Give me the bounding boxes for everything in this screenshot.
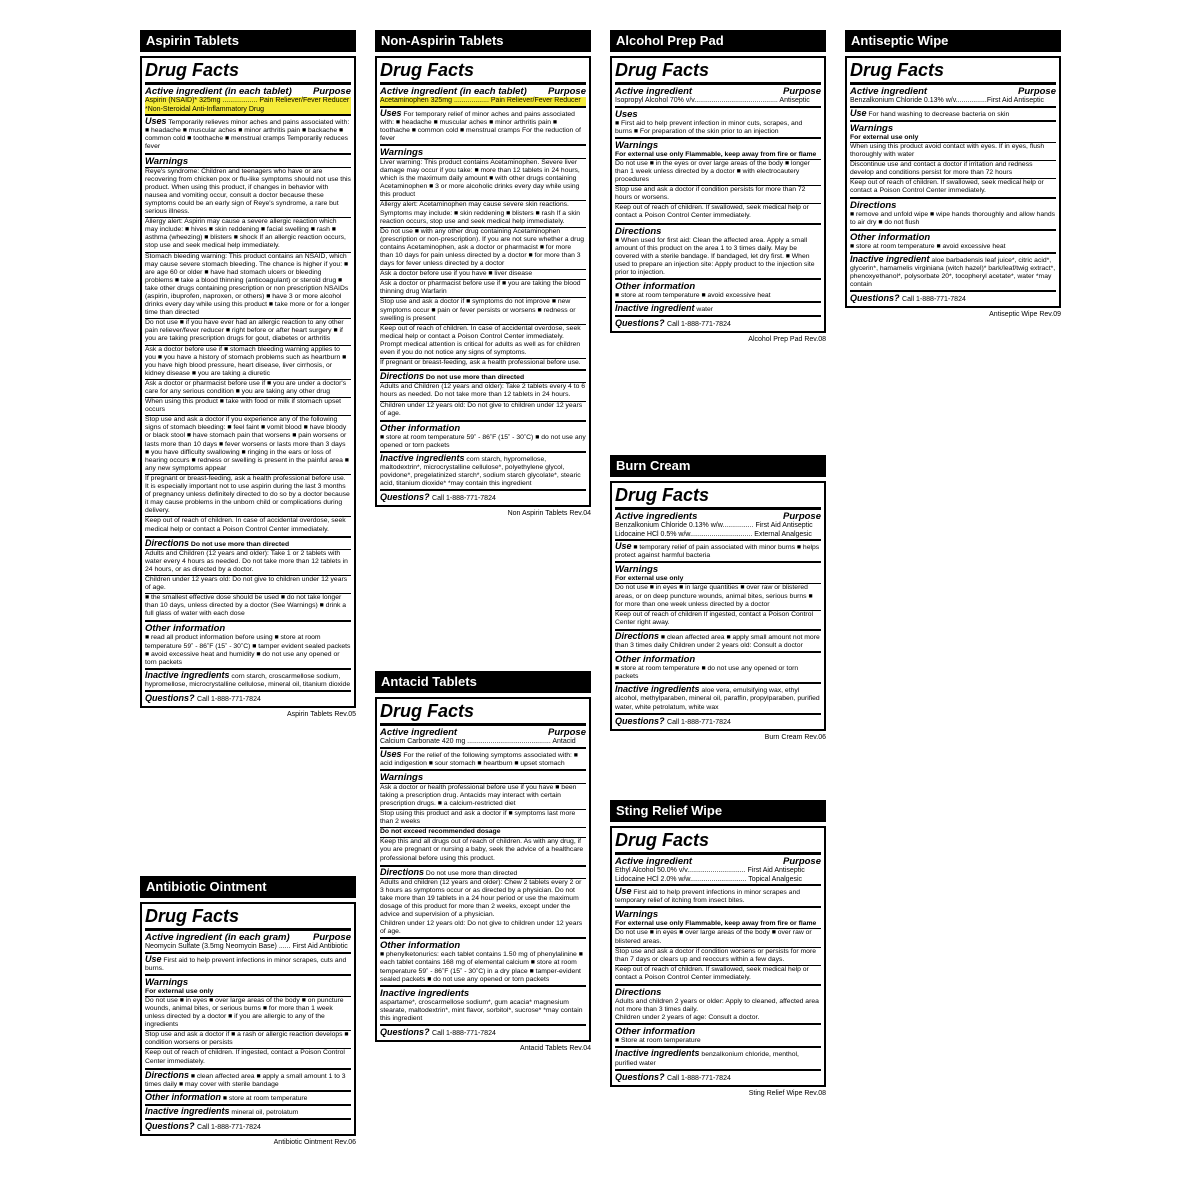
- antiseptic-wipe-card: [845, 30, 1061, 320]
- alcohol-prep-pad-card: [610, 30, 826, 345]
- active-ingredient: Calcium Carbonate 420 mg ........................................... Antacid: [380, 738, 576, 745]
- inactive-section: Inactive ingredients aspartame*, croscarmellose sodium*, gum acacia* magnesium stearate, maltodextrin*, mint flavor, sorbitol*, sucrose* *may contain this ingredient: [380, 985, 586, 1024]
- revision-label: Sting Relief Wipe Rev.08: [748, 1089, 826, 1097]
- warnings-section: Warnings For external use only When using this product avoid contact with eyes. If in eyes, flush thoroughly with water Discontinue use and contact a doctor if irritation and redness develop and conditions persist for more than 72 hours Keep out of reach of children. If swallowed, seek medical help or contact a Poison Control Center immediately.: [850, 120, 1056, 198]
- uses-section: Use For hand washing to decrease bacteria on skin: [850, 106, 1056, 120]
- card-title: Antiseptic Wipe: [845, 30, 1061, 52]
- drug-facts-title: Drug Facts: [615, 60, 821, 85]
- drug-facts-title: Drug Facts: [615, 485, 821, 510]
- card-title: Antibiotic Ointment: [140, 876, 356, 898]
- active-ingredient: Benzalkonium Chloride 0.13% w/v................First Aid Antiseptic: [850, 97, 1045, 104]
- uses-section: Uses ■ First aid to help prevent infection in minor cuts, scrapes, and burns ■ For preparation of the skin prior to an injection: [615, 106, 821, 137]
- active-ingredient: Isopropyl Alcohol 70% v/v........................................... Antiseptic: [615, 97, 810, 104]
- uses-section: Use First aid to help prevent infections in minor scrapes, cuts and burns.: [145, 952, 351, 974]
- directions-section: Directions Do not use more than directed Adults and Children (12 years and older): Take 1 or 2 tablets with water every 4 hours as needed. Do not take more than 12 tablets in 24 hours, or as directed by a doctor. Children under 12 years old: Do not give to children under 12 years of age. ■ the smallest effective dose should be used ■ do not take longer than 10 days, unless directed by a doctor (See Warnings) ■ drink a full glass of water with each dose: [145, 536, 351, 621]
- antacid-tablets-card: [375, 671, 591, 1054]
- questions: Questions? Call 1-888-771-7824: [380, 489, 586, 504]
- drug-facts-panel: [140, 902, 356, 1136]
- card-title: Antacid Tablets: [375, 671, 591, 693]
- questions: Questions? Call 1-888-771-7824: [850, 290, 1056, 305]
- questions: Questions? Call 1-888-771-7824: [380, 1024, 586, 1039]
- warnings-section: Warnings Reye's syndrome: Children and teenagers who have or are recovering from chicken pox or flu-like symptoms should not use this product. When using this product, if changes in behavior with nausea and vomiting occur, consult a doctor because these symptoms could be an early sign of Reye's syndrome, a rare but serious illness. Allergy alert: Aspirin may cause a severe allergic reaction which may include: ■ hives ■ skin reddening ■ facial swelling ■ rash ■ asthma (wheezing) ■ blisters ■ shock If an allergic reaction occurs, stop use and seek medical help immediately. Stomach bleeding warning: This product contains an NSAID, which may cause severe stomach bleeding. The chance is higher if you: ■ are age 60 or older ■ have had stomach ulcers or bleeding problems ■ take a blood thinning (anticoagulant) or steroid drug ■ take other drugs containing prescription or non prescription NSAIDs (aspirin, ibuprofen, naproxen, or others) ■ have 3 or more alcohol drinks every day while using this product ■ take more or for a longer time than directed Do not use ■ if you have ever had an allergic reaction to any other pain reliever/fever reducer ■ right before or after heart surgery ■ if you are taking prescription drugs for gout, diabetes or arthritis Ask a doctor before use if ■ stomach bleeding warning applies to you ■ you have a history of stomach problems such as heartburn ■ you have high blood pressure, heart disease, liver cirrhosis, or kidney disease ■ you are taking a diuretic Ask a doctor or pharmacist before use if ■ you are under a doctor's care for any serious condition ■ you are taking any other drug When using this product ■ take with food or milk if stomach upset occurs Stop use and ask a doctor if you experience any of the following signs of stomach bleeding: ■ feel faint ■ vomit blood ■ have bloody or black stool ■ have stomach pain that worsens ■ pain worsens or lasts more than 10 days ■ fever worsens or lasts more than 3 days ■ you have difficulty swallowing ■ ringing in the ears or loss of hearing occurs ■ redness or swelling is present in the painful area ■ any new symptoms appear If pregnant or breast-feeding, ask a health professional before use. It is especially important not to use aspirin during the last 3 months of pregnancy unless definitely directed to do so by a doctor because it may cause problems in the unborn child or complications during delivery. Keep out of reach of children. In case of accidental overdose, seek medical help or contact a Poison Control Center immediately.: [145, 153, 351, 536]
- antibiotic-ointment-card: [140, 876, 356, 1148]
- directions-section: Directions Adults and children 2 years or older: Apply to cleaned, affected area not more than 3 times daily. Children under 2 years of age: Consult a doctor.: [615, 984, 821, 1023]
- active-header: Active ingredient (in each tablet) Purpose: [145, 86, 351, 97]
- other-info-section: Other information ■ store at room temperature ■ do not use any opened or torn packets: [615, 651, 821, 682]
- uses-section: Use ■ temporary relief of pain associated with minor burns ■ helps protect against harmful bacteria: [615, 539, 821, 561]
- revision-label: Antacid Tablets Rev.04: [520, 1045, 591, 1053]
- non-aspirin-tablets-card: [375, 30, 591, 519]
- warnings-section: Warnings Liver warning: This product contains Acetaminophen. Severe liver damage may occur if you take: ■ more than 12 tablets in 24 hours, which is the maximum daily amount ■ with other drugs containing Acetaminophen ■ 3 or more alcoholic drinks every day while using this product Allergy alert: Acetaminophen may cause severe skin reactions. Symptoms may include: ■ skin reddening ■ blisters ■ rash If a skin reaction occurs, stop use and seek medical help immediately. Do not use ■ with any other drug containing Acetaminophen (prescription or non-prescription). If you are not sure whether a drug contains Acetaminophen, ask a doctor or pharmacist ■ for more than 10 days for pain unless directed by a doctor ■ for more than 3 days for fever unless directed by a doctor Ask a doctor before use if you have ■ liver disease Ask a doctor or pharmacist before use if ■ you are taking the blood thinning drug Warfarin Stop use and ask a doctor if ■ symptoms do not improve ■ new symptoms occur ■ pain or fever persists or worsens ■ redness or swelling is present Keep out of reach of children. In case of accidental overdose, seek medical help or contact a Poison Control Center immediately. Prompt medical attention is critical for adults as well as for children even if you do not notice any signs of symptoms. If pregnant or breast-feeding, ask a health professional before use.: [380, 144, 586, 369]
- other-info-section: Other information ■ store at room temperature: [145, 1090, 351, 1104]
- card-title: Alcohol Prep Pad: [610, 30, 826, 52]
- warnings-section: Warnings For external use only Do not use ■ in eyes ■ over large areas of the body ■ on puncture wounds, animal bites, or serious burns ■ for more than 1 week unless directed by a doctor ■ if you are allergic to any of the ingredients Stop use and ask a doctor if ■ a rash or allergic reaction develops ■ condition worsens or persists Keep out of reach of children. If ingested, contact a Poison Control Center immediately.: [145, 974, 351, 1068]
- aspirin-tablets-card: [140, 30, 356, 720]
- directions-section: Directions Do not use more than directed Adults and Children (12 years and older): Take 2 tablets every 4 to 6 hours as needed. Do not take more than 12 tablets in 24 hours. Children under 12 years old: Do not give to children under 12 years of age.: [380, 369, 586, 419]
- active-ingredient: Acetaminophen 325mg .................. Pain Reliever/Fever Reducer: [380, 97, 586, 106]
- drug-facts-title: Drug Facts: [850, 60, 1056, 85]
- other-info-section: Other information ■ store at room temperature ■ avoid excessive heat: [850, 229, 1056, 252]
- drug-facts-panel: [140, 56, 356, 708]
- drug-facts-title: Drug Facts: [145, 60, 351, 85]
- warnings-section: Warnings For external use only Flammable, keep away from fire or flame Do not use ■ in eyes ■ over large areas of the body ■ over raw or blistered areas. Stop use and ask a doctor if condition worsens or persists for more than 7 days or clears up and reoccurs within a few days. Keep out of reach of children. If swallowed, seek medical help or contact a Poison Control Center immediately.: [615, 906, 821, 984]
- directions-section: Directions Do not use more than directed Adults and children (12 years and older): Chew 2 tablets every 2 or 3 hours as symptoms occur or as directed by a physician. Do not take more than 19 tablets in a 24 hour period or use the maximum dosage of this product for more than 2 weeks, except under the advice and supervision of a physician. Children under 12 years old: Do not give to children under 12 years of age.: [380, 865, 586, 938]
- uses-section: Uses For the relief of the following symptoms associated with: ■ acid indigestion ■ sour stomach ■ heartburn ■ upset stomach: [380, 747, 586, 769]
- active-header: Active ingredient (in each gram) Purpose: [145, 932, 351, 943]
- inactive-section: Inactive ingredient aloe barbadensis leaf juice*, citric acid*, glycerin*, hamamelis virginiana (witch hazel)* bark/leaf/twig extract*, phenoxyethanol*, polysorbate 20*, tocopheryl acetate*, water *may contain: [850, 252, 1056, 290]
- revision-label: Alcohol Prep Pad Rev.08: [748, 336, 826, 344]
- active-header: Active ingredient Purpose: [615, 86, 821, 97]
- card-title: Sting Relief Wipe: [610, 800, 826, 822]
- questions: Questions? Call 1-888-771-7824: [145, 1118, 351, 1133]
- active-header: Active ingredient Purpose: [380, 727, 586, 738]
- active-header: Active ingredient (in each tablet) Purpose: [380, 86, 586, 97]
- inactive-section: Inactive ingredients benzalkonium chloride, menthol, purified water: [615, 1046, 821, 1068]
- other-info-section: Other information ■ store at room temperature 59˚ - 86˚F (15˚ - 30˚C) ■ do not use any opened or torn packets: [380, 420, 586, 451]
- active-ingredient: Ethyl Alcohol 50.0% v/v.............................. First Aid Antiseptic Lidocaine HCl 2.0% w/w............................. Topical Analgesic: [615, 867, 805, 883]
- active-ingredient: Benzalkonium Chloride 0.13% w/w................ First Aid Antiseptic Lidocaine HCl 0.5% w/w................................ External Analgesic: [615, 522, 813, 538]
- revision-label: Burn Cream Rev.06: [764, 733, 826, 741]
- uses-section: Uses For temporary relief of minor aches and pains associated with: ■ headache ■ muscular aches ■ minor arthritis pain ■ toothache ■ common cold ■ menstrual cramps For the reduction of fever: [380, 106, 586, 144]
- inactive-section: Inactive ingredients corn starch, hypromellose, maltodextrin*, microcrystalline cellulose*, polyethylene glycol, povidone*, pregelatinized starch*, sodium starch glycolate*, stearic acid, titanium dioxide* *may contain this ingredient: [380, 451, 586, 489]
- warnings-section: Warnings Ask a doctor or health professional before use if you have ■ been taking a prescription drug. Antacids may interact with certain prescription drugs. ■ a calcium-restricted diet Stop using this product and ask a doctor if ■ symptoms last more than 2 weeks Do not exceed recommended dosage Keep this and all drugs out of reach of children. As with any drug, if you are pregnant or nursing a baby, seek the advice of a healthcare professional before using this product.: [380, 769, 586, 865]
- active-header: Active ingredients Purpose: [615, 511, 821, 522]
- questions: Questions? Call 1-888-771-7824: [145, 690, 351, 705]
- inactive-section: Inactive ingredients aloe vera, emulsifying wax, ethyl alcohol, methylparaben, mineral oil, paraffin, propylparaben, purified water, white petrolatum, white wax: [615, 682, 821, 712]
- other-info-section: Other information ■ read all product information before using ■ store at room temperature 59˚ - 86˚F (15˚ - 30˚C) ■ tamper evident sealed packets ■ avoid excessive heat and humidity ■ do not use any opened or torn packets: [145, 620, 351, 667]
- drug-facts-panel: [610, 826, 826, 1087]
- active-ingredient: Neomycin Sulfate (3.5mg Neomycin Base) ...... First Aid Antibiotic: [145, 943, 348, 950]
- card-title: Non-Aspirin Tablets: [375, 30, 591, 52]
- revision-label: Non Aspirin Tablets Rev.04: [507, 510, 591, 518]
- drug-facts-panel: [375, 697, 591, 1042]
- directions-section: Directions ■ clean affected area ■ apply small amount not more than 3 times daily Children under 2 years old: Consult a doctor: [615, 629, 821, 651]
- revision-label: Antibiotic Ointment Rev.06: [273, 1139, 356, 1146]
- other-info-section: Other information ■ phenylketonurics: each tablet contains 1.50 mg of phenylalinine ■ each tablet contains 168 mg of elemental calcium ■ store at room temperature 59˚ - 86˚F (15˚ - 30˚C) in a dry place ■ tamper-evident sealed packets ■ do not use any opened or torn packets: [380, 937, 586, 984]
- warnings-section: Warnings For external use only Do not use ■ in eyes ■ in large quantities ■ over raw or blistered areas, or on deep puncture wounds, animal bites, serious burns ■ for more than one week unless directed by a doctor Keep out of reach of children If ingested, contact a Poison Control Center right away.: [615, 561, 821, 629]
- active-ingredient: Aspirin (NSAID)* 325mg .................. Pain Reliever/Fever Reducer *Non-Steroidal Anti-Inflammatory Drug: [145, 97, 350, 113]
- inactive-section: Inactive ingredients corn starch, croscarmellose sodium, hypromellose, microcrystalline cellulose, mineral oil, titanium dioxide: [145, 668, 351, 690]
- burn-cream-card: [610, 455, 826, 743]
- drug-facts-panel: [375, 56, 591, 507]
- other-info-section: Other information ■ Store at room temperature: [615, 1023, 821, 1046]
- revision-label: Antiseptic Wipe Rev.09: [989, 311, 1061, 318]
- drug-facts-title: Drug Facts: [145, 906, 351, 931]
- inactive-section: Inactive ingredient water: [615, 301, 821, 315]
- directions-section: Directions ■ remove and unfold wipe ■ wipe hands thoroughly and allow hands to air dry ■ do not flush: [850, 197, 1056, 228]
- drug-facts-panel: [845, 56, 1061, 308]
- drug-facts-title: Drug Facts: [615, 830, 821, 855]
- uses-section: Uses Temporarily relieves minor aches and pains associated with: ■ headache ■ muscular aches ■ minor arthritis pain ■ backache ■ common cold ■ toothache ■ menstrual cramps Temporarily reduces fever: [145, 114, 351, 152]
- directions-section: Directions ■ When used for first aid: Clean the affected area. Apply a small amount of this product on the area 1 to 3 times daily. May be covered with a sterile bandage. If bandaged, let dry first. ■ When used to prepare an injection site: Apply product to the injection site prior to injection.: [615, 223, 821, 278]
- drug-facts-panel: [610, 481, 826, 731]
- warnings-section: Warnings For external use only Flammable, keep away from fire or flame Do not use ■ in the eyes or over large areas of the body ■ longer than 1 week unless directed by a doctor ■ with electrocautery procedures Stop use and ask a doctor if condition persists for more than 72 hours or worsens. Keep out of reach of children. If swallowed, seek medical help or contact a Poison Control Center immediately.: [615, 137, 821, 223]
- drug-facts-title: Drug Facts: [380, 60, 586, 85]
- active-header: Active ingredient Purpose: [850, 86, 1056, 97]
- card-title: Aspirin Tablets: [140, 30, 356, 52]
- sting-relief-wipe-card: [610, 800, 826, 1099]
- drug-facts-title: Drug Facts: [380, 701, 586, 726]
- revision-label: Aspirin Tablets Rev.05: [287, 711, 356, 718]
- other-info-section: Other information ■ store at room temperature ■ avoid excessive heat: [615, 278, 821, 301]
- directions-section: Directions ■ clean affected area ■ apply a small amount 1 to 3 times daily ■ may cover with sterile bandage: [145, 1068, 351, 1090]
- card-title: Burn Cream: [610, 455, 826, 477]
- active-header: Active ingredient Purpose: [615, 856, 821, 867]
- drug-facts-panel: [610, 56, 826, 333]
- questions: Questions? Call 1-888-771-7824: [615, 315, 821, 330]
- inactive-section: Inactive ingredients mineral oil, petrolatum: [145, 1104, 351, 1118]
- questions: Questions? Call 1-888-771-7824: [615, 1069, 821, 1084]
- uses-section: Use First aid to help prevent infections in minor scrapes and temporary relief of itching from insect bites.: [615, 884, 821, 906]
- questions: Questions? Call 1-888-771-7824: [615, 713, 821, 728]
